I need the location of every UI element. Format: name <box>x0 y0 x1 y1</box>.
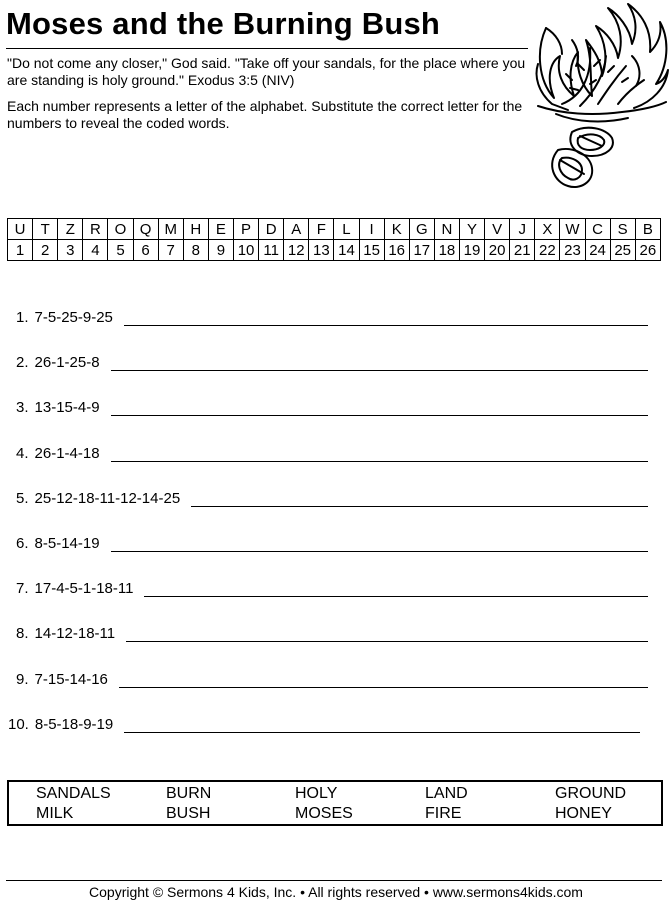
cipher-number-cell: 12 <box>284 240 309 261</box>
answer-line[interactable] <box>144 578 648 597</box>
cipher-letter-cell: H <box>183 219 208 240</box>
cipher-letter-cell: Q <box>133 219 158 240</box>
word-bank-item: SANDALS <box>36 785 111 802</box>
cipher-letter-cell: N <box>434 219 459 240</box>
answer-line[interactable] <box>191 488 648 507</box>
answer-line[interactable] <box>111 443 648 462</box>
answer-line[interactable] <box>124 714 640 733</box>
coded-word: 17-4-5-1-18-11 <box>34 580 134 598</box>
cipher-number-cell: 4 <box>83 240 108 261</box>
cipher-letter-cell: X <box>535 219 560 240</box>
cipher-number-cell: 15 <box>359 240 384 261</box>
cipher-letter-cell: R <box>83 219 108 240</box>
coded-word: 7-15-14-16 <box>34 670 108 688</box>
cipher-number-cell: 18 <box>434 240 459 261</box>
answer-line[interactable] <box>111 352 648 371</box>
question-row <box>16 394 648 416</box>
cipher-letter-cell: Z <box>58 219 83 240</box>
cipher-letter-cell: S <box>610 219 635 240</box>
coded-word: 7-5-25-9-25 <box>34 309 113 326</box>
cipher-number-cell: 26 <box>635 240 660 261</box>
question-number: 3. <box>16 399 29 417</box>
cipher-letter-cell: O <box>108 219 133 240</box>
question-row <box>16 304 648 326</box>
word-bank-item: LAND <box>425 785 468 802</box>
question-number: 4. <box>16 444 29 462</box>
cipher-number-cell: 14 <box>334 240 359 261</box>
cipher-number-cell: 22 <box>535 240 560 261</box>
cipher-number-cell: 3 <box>58 240 83 261</box>
question-row <box>16 620 648 642</box>
question-number: 7. <box>16 580 29 598</box>
cipher-letter-cell: J <box>510 219 535 240</box>
cipher-letter-cell: U <box>8 219 33 240</box>
cipher-number-cell: 17 <box>409 240 434 261</box>
coded-word: 26-1-25-8 <box>34 354 100 372</box>
cipher-number-cell: 21 <box>510 240 535 261</box>
answer-line[interactable] <box>124 307 648 326</box>
cipher-number-cell: 7 <box>158 240 183 261</box>
cipher-number-cell: 16 <box>384 240 409 261</box>
cipher-letter-cell: W <box>560 219 585 240</box>
question-number: 9. <box>16 670 29 688</box>
question-row <box>16 666 648 688</box>
cipher-number-cell: 2 <box>33 240 58 261</box>
footer-divider <box>6 880 662 881</box>
word-bank-item: MILK <box>36 805 74 822</box>
cipher-number-cell: 8 <box>183 240 208 261</box>
cipher-letter-cell: D <box>259 219 284 240</box>
word-bank-item: MOSES <box>295 805 353 822</box>
coded-word: 25-12-18-11-12-14-25 <box>34 489 181 507</box>
question-row <box>16 485 648 507</box>
word-bank-item: HOLY <box>295 785 338 802</box>
cipher-number-cell: 11 <box>259 240 284 261</box>
question-row <box>16 349 648 371</box>
cipher-number-cell: 20 <box>485 240 510 261</box>
cipher-number-cell: 19 <box>459 240 484 261</box>
cipher-letter-cell: Y <box>459 219 484 240</box>
cipher-letter-cell: L <box>334 219 359 240</box>
question-number: 10. <box>8 715 29 733</box>
cipher-letters-row <box>8 219 661 240</box>
cipher-letter-cell: A <box>284 219 309 240</box>
question-number: 8. <box>16 625 29 643</box>
cipher-number-cell: 13 <box>309 240 334 261</box>
question-row <box>8 711 640 733</box>
cipher-number-cell: 1 <box>8 240 33 261</box>
question-number: 5. <box>16 489 29 507</box>
cipher-letter-cell: T <box>33 219 58 240</box>
cipher-number-cell: 10 <box>233 240 258 261</box>
word-bank <box>7 780 663 826</box>
answer-line[interactable] <box>111 533 648 552</box>
question-number: 1. <box>16 309 29 326</box>
question-row <box>16 440 648 462</box>
answer-line[interactable] <box>119 669 648 688</box>
cipher-letter-cell: C <box>585 219 610 240</box>
question-row <box>16 530 648 552</box>
cipher-number-cell: 9 <box>208 240 233 261</box>
question-row <box>16 575 648 597</box>
title-divider <box>6 48 528 49</box>
instructions-text: Each number represents a letter of the alphabet. Substitute the correct letter for the numbers to reveal the coded words. <box>7 98 523 131</box>
answer-line[interactable] <box>111 397 648 416</box>
scripture-quote: "Do not come any closer," God said. "Take off your sandals, for the place where you are standing is holy ground." Exodus 3:5 (NIV) <box>7 55 526 88</box>
answer-line[interactable] <box>126 623 648 642</box>
cipher-number-cell: 25 <box>610 240 635 261</box>
cipher-numbers-row <box>8 240 661 261</box>
cipher-letter-cell: K <box>384 219 409 240</box>
cipher-letter-cell: I <box>359 219 384 240</box>
question-number: 6. <box>16 535 29 552</box>
cipher-letter-cell: B <box>635 219 660 240</box>
cipher-number-cell: 5 <box>108 240 133 261</box>
cipher-letter-cell: M <box>158 219 183 240</box>
coded-word: 8-5-14-19 <box>34 535 100 552</box>
word-bank-item: BURN <box>166 785 212 802</box>
question-number: 2. <box>16 354 29 372</box>
coded-word: 14-12-18-11 <box>34 625 116 643</box>
cipher-number-cell: 6 <box>133 240 158 261</box>
cipher-number-cell: 24 <box>585 240 610 261</box>
word-bank-item: BUSH <box>166 805 211 822</box>
word-bank-item: HONEY <box>555 805 612 822</box>
word-bank-item: FIRE <box>425 805 462 822</box>
coded-word: 13-15-4-9 <box>34 399 100 417</box>
cipher-letter-cell: P <box>233 219 258 240</box>
cipher-letter-cell: V <box>485 219 510 240</box>
cipher-key-table <box>7 218 661 261</box>
burning-bush-and-sandals-icon <box>532 0 672 195</box>
footer-copyright: Copyright © Sermons 4 Kids, Inc. • All rights reserved • www.sermons4kids.com <box>89 884 583 900</box>
cipher-number-cell: 23 <box>560 240 585 261</box>
cipher-letter-cell: F <box>309 219 334 240</box>
cipher-letter-cell: E <box>208 219 233 240</box>
word-bank-item: GROUND <box>555 785 627 802</box>
cipher-letter-cell: G <box>409 219 434 240</box>
page-title: Moses and the Burning Bush <box>6 6 441 41</box>
coded-word: 26-1-4-18 <box>34 444 100 462</box>
coded-word: 8-5-18-9-19 <box>34 715 114 733</box>
